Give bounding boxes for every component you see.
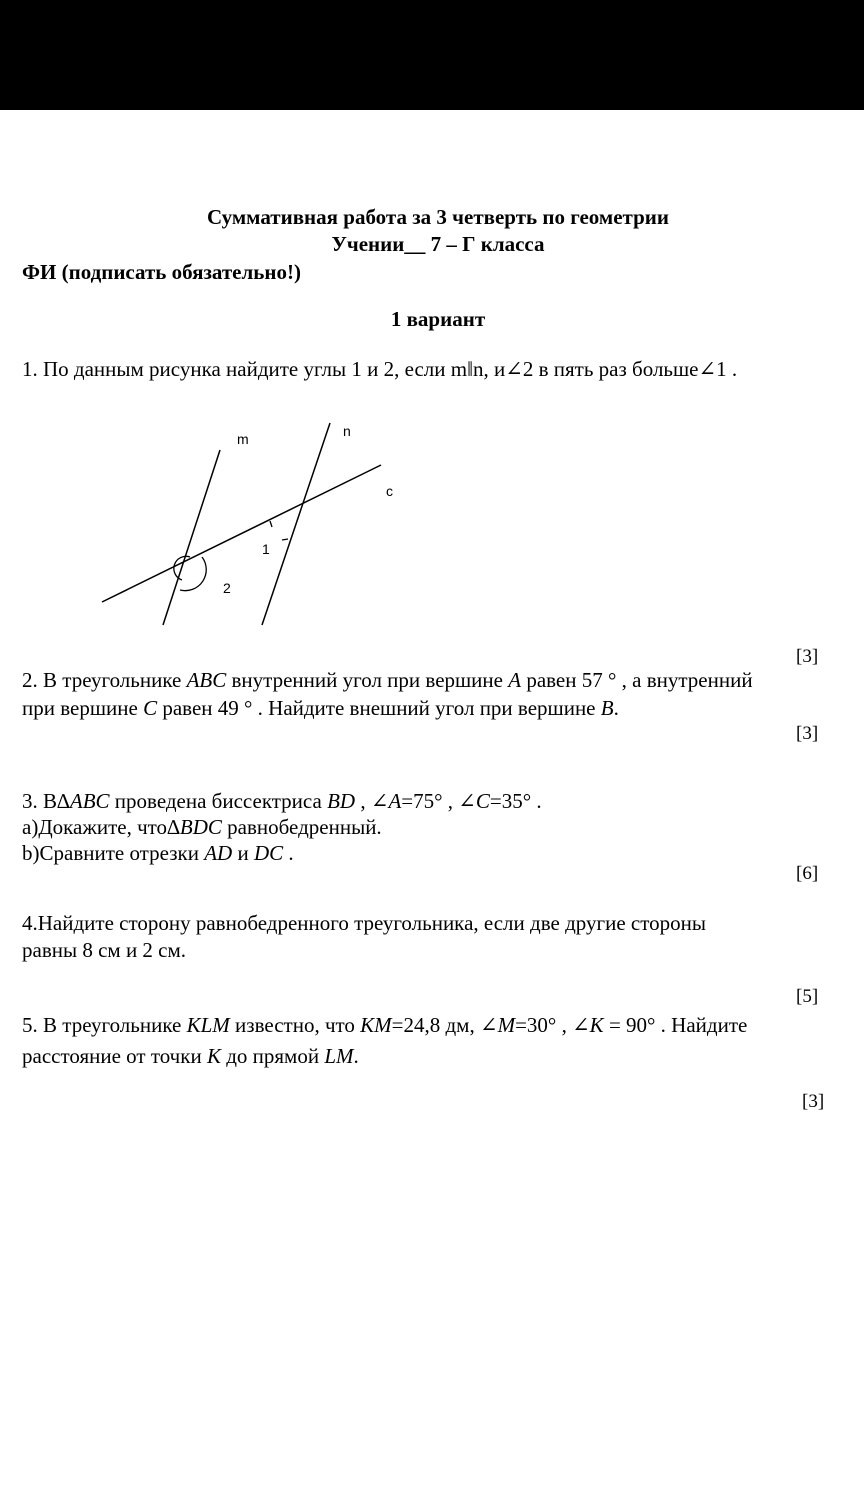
- triangle-symbol: ∆: [167, 815, 180, 839]
- label-m: m: [237, 431, 249, 447]
- angle-1-mark: [270, 521, 272, 527]
- angle-symbol: ∠: [698, 357, 717, 381]
- task-3-line-2: а)Докажите, что∆BDC равнобедренный.: [22, 815, 382, 839]
- parallel-symbol: ‖: [467, 357, 473, 381]
- task-5-line-2: расстояние от точки K до прямой LM.: [22, 1044, 359, 1068]
- task-2-points: [3]: [796, 723, 819, 744]
- label-angle-1: 1: [262, 541, 270, 557]
- variant-heading: 1 вариант: [390, 307, 486, 331]
- label-c: c: [386, 483, 393, 499]
- task-2-line-2: при вершине C равен 49 ° . Найдите внешний угол при вершине B.: [22, 696, 619, 720]
- task-3-points: [6]: [796, 863, 819, 884]
- task-3-line-1: 3. В∆ABC проведена биссектриса BD , ∠A=75° , ∠C=35° .: [22, 789, 542, 813]
- task-1-points: [3]: [796, 646, 819, 667]
- document-title: Суммативная работа за 3 четверть по геометрии: [207, 205, 669, 229]
- name-line: ФИ (подписать обязательно!): [22, 260, 301, 284]
- class-line: Учении__ 7 – Г класса: [331, 232, 545, 256]
- task-5-line-1: 5. В треугольнике KLM известно, что KM=24,8 дм, ∠M=30° , ∠K = 90° . Найдите: [22, 1013, 748, 1037]
- task-1-text: 1. По данным рисунка найдите углы 1 и 2, если m‖n, и∠2 в пять раз больше∠1 .: [22, 357, 738, 381]
- line-n: [262, 423, 330, 625]
- task-3-line-3: b)Сравните отрезки AD и DC .: [22, 841, 294, 865]
- task-4-points: [5]: [796, 986, 819, 1007]
- task-2-line-1: 2. В треугольнике ABC внутренний угол при вершине A равен 57 ° , а внутренний: [22, 668, 753, 692]
- task-5-points: [3]: [802, 1091, 825, 1112]
- line-m: [163, 450, 220, 625]
- task-4-line-1: 4.Найдите сторону равнобедренного треугольника, если две другие стороны: [22, 911, 706, 935]
- triangle-symbol: ∆: [57, 789, 70, 813]
- label-angle-2: 2: [223, 580, 231, 596]
- label-n: n: [343, 423, 351, 439]
- angle-1-mark: [282, 539, 288, 540]
- task-4-line-2: равны 8 см и 2 см.: [22, 938, 187, 962]
- line-c: [102, 465, 381, 602]
- angle-symbol: ∠: [505, 357, 523, 381]
